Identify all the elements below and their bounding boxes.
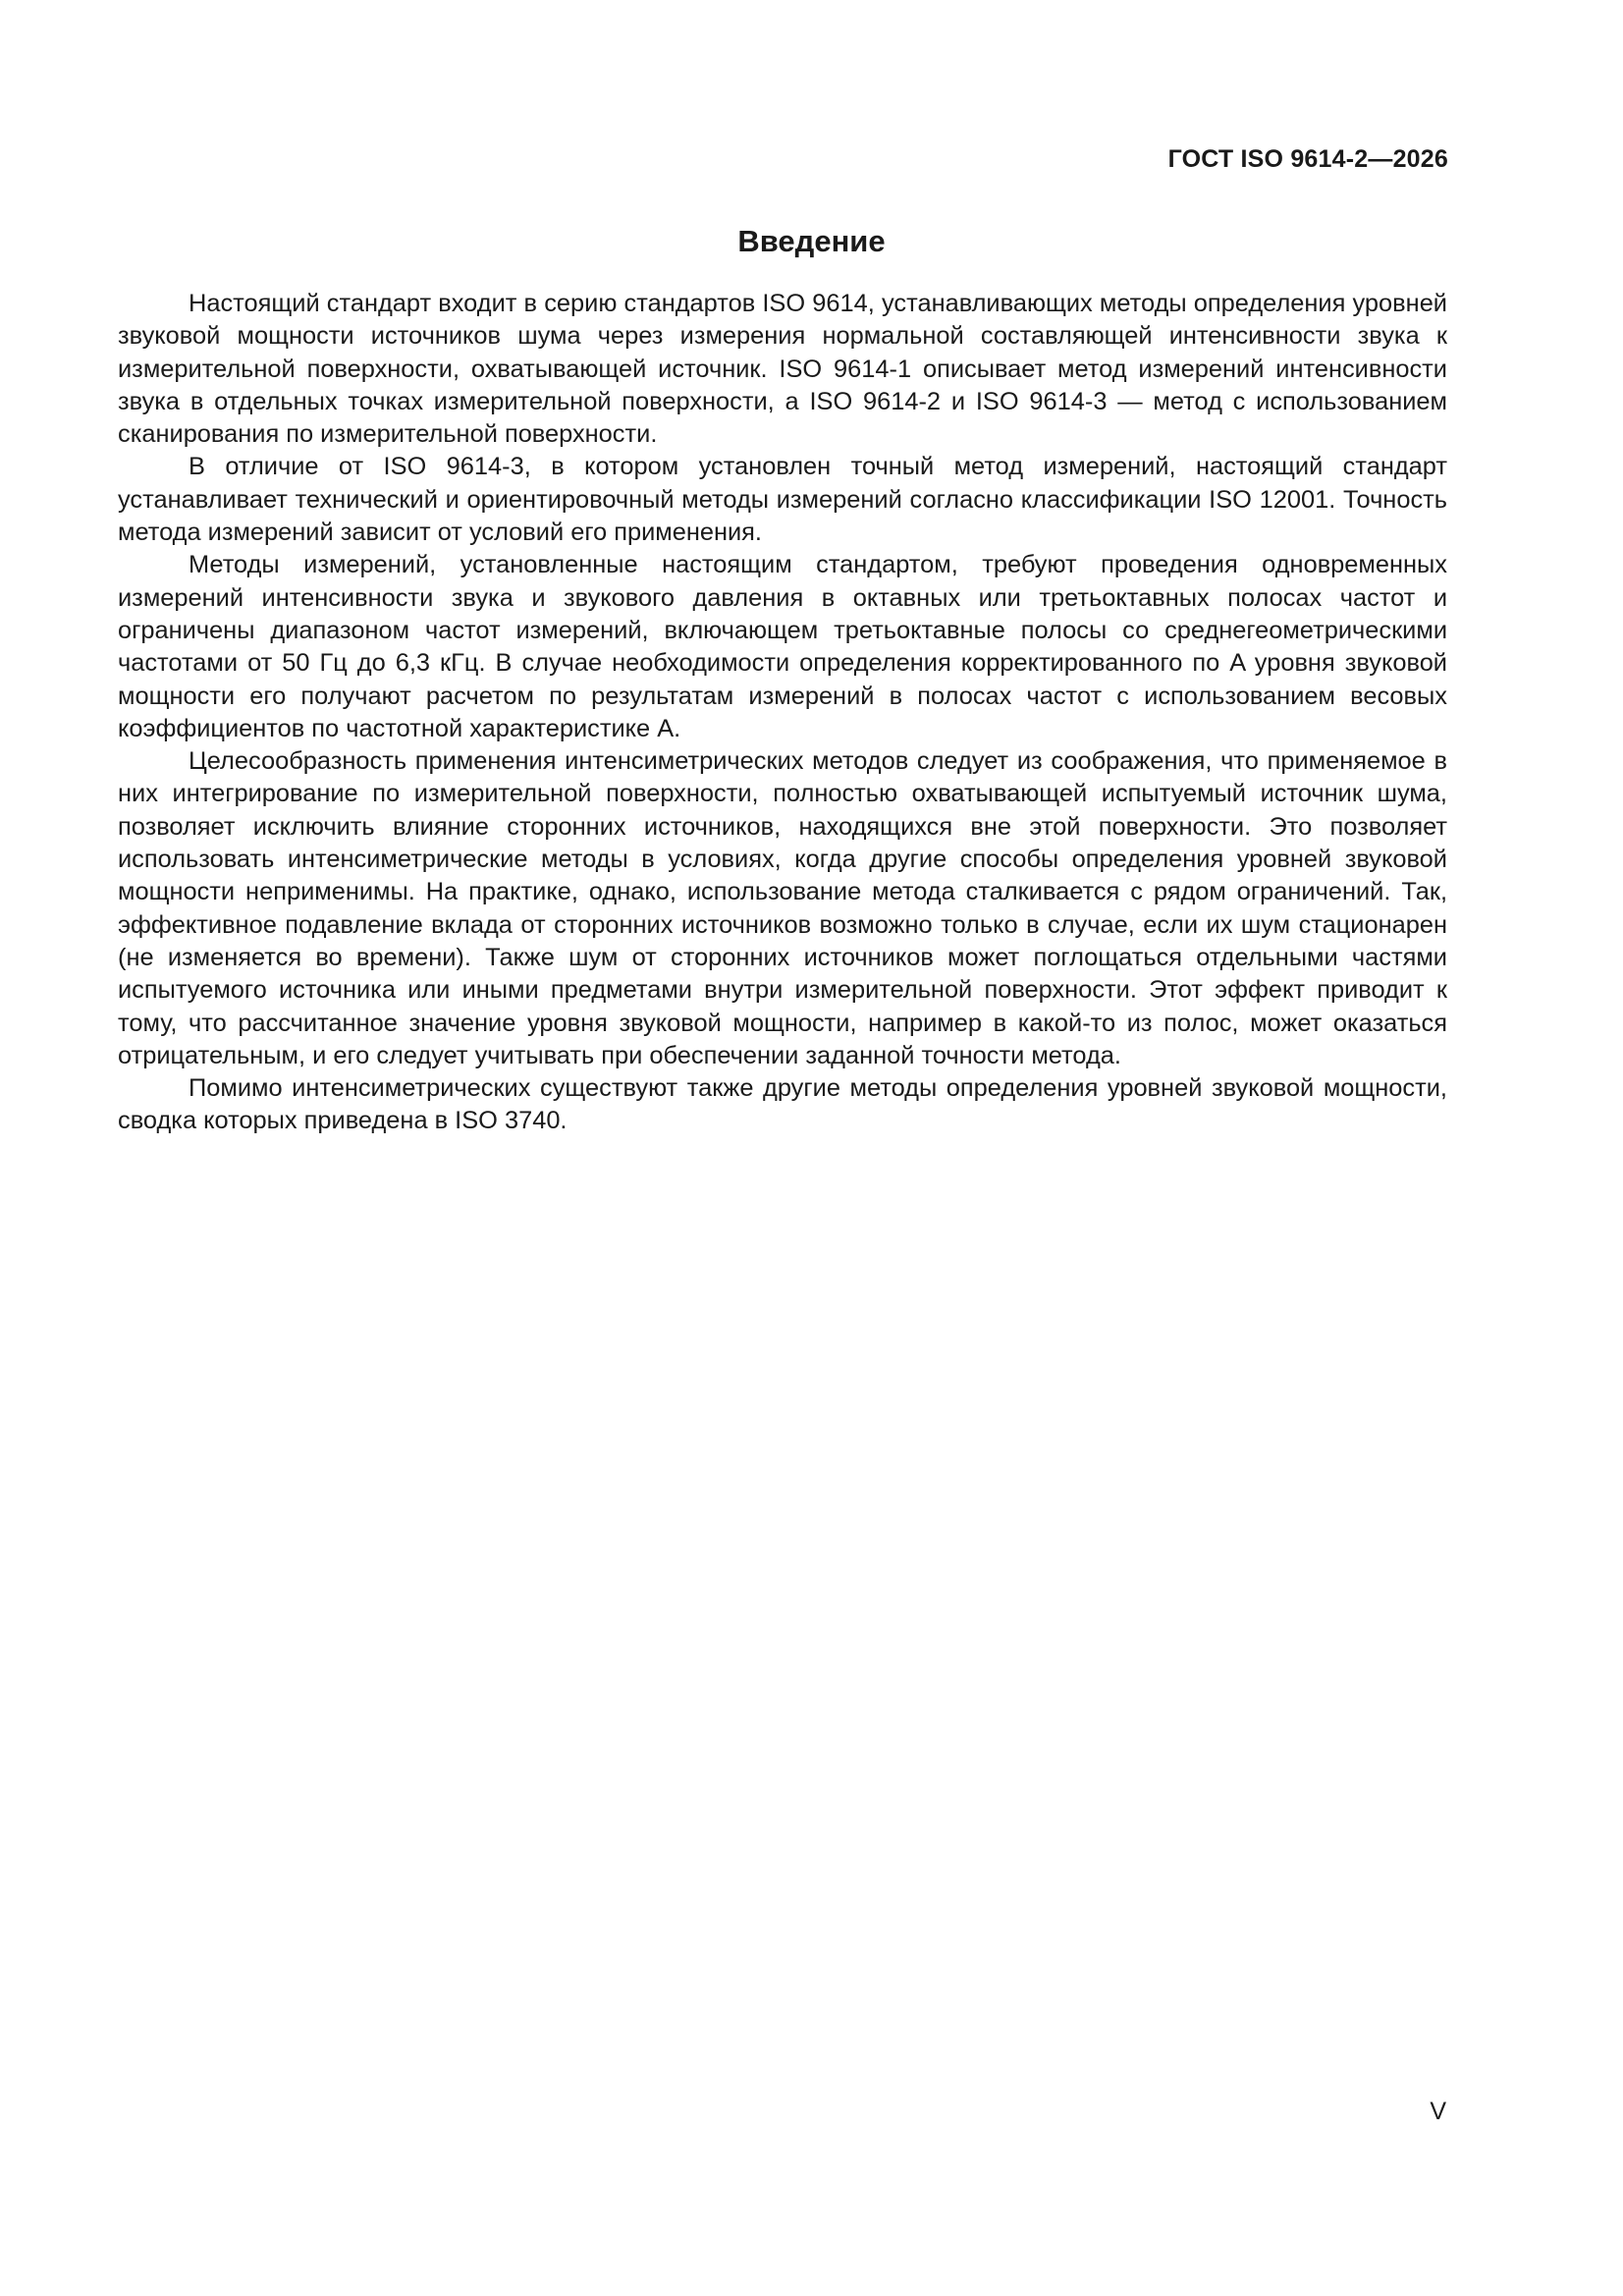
section-title: Введение	[737, 224, 886, 258]
paragraph: Настоящий стандарт входит в серию стандартов ISO 9614, устанавливающих методы определения уровней звуковой мощности источников шума через измерения нормальной составляющей интенсивности звука к измерительной поверхности, охватывающей источник. ISO 9614-1 описывает метод измерений интенсивности звука в отдельных точках измерительной поверхности, а ISO 9614-2 и ISO 9614-3 — метод с использованием сканирования по измерительной поверхности.	[118, 290, 1447, 449]
paragraph: В отличие от ISO 9614-3, в котором установлен точный метод измерений, настоящий стандарт устанавливает технический и ориентировочный методы измерений согласно классификации ISO 12001. Точность метода измерений зависит от условий его применения.	[118, 453, 1447, 547]
paragraph: Целесообразность применения интенсиметрических методов следует из соображения, что применяемое в них интегрирование по измерительной поверхности, полностью охватывающей испытуемый источник шума, позволяет исключить влияние сторонних источников, находящихся вне этой поверхности. Это позволяет использовать интенсиметрические методы в условиях, когда другие способы определения уровней звуковой мощности неприменимы. На практике, однако, использование метода сталкивается с рядом ограничений. Так, эффективное подавление вклада от сторонних источников возможно только в случае, если их шум стационарен (не изменяется во времени). Также шум от сторонних источников может поглощаться отдельными частями испытуемого источника или иными предметами внутри измерительной поверхности. Этот эффект приводит к тому, что рассчитанное значение уровня звуковой мощности, например в какой-то из полос, может оказаться отрицательным, и его следует учитывать при обеспечении заданной точности метода.	[118, 747, 1447, 1069]
running-header-doc-id: ГОСТ ISO 9614-2—2026	[1167, 145, 1448, 173]
paragraph: Помимо интенсиметрических существуют также другие методы определения уровней звуковой мощности, сводка которых приведена в ISO 3740.	[118, 1074, 1447, 1135]
paragraph: Методы измерений, установленные настоящим стандартом, требуют проведения одновременных измерений интенсивности звука и звукового давления в октавных или третьоктавных полосах частот и ограничены диапазоном частот измерений, включающем третьоктавные полосы со среднегеометрическими частотами от 50 Гц до 6,3 кГц. В случае необходимости определения корректированного по A уровня звуковой мощности его получают расчетом по результатам измерений в полосах частот с использованием весовых коэффициентов по частотной характеристике A.	[118, 551, 1447, 742]
page-number: V	[1430, 2098, 1446, 2125]
body-text	[118, 288, 1447, 1138]
